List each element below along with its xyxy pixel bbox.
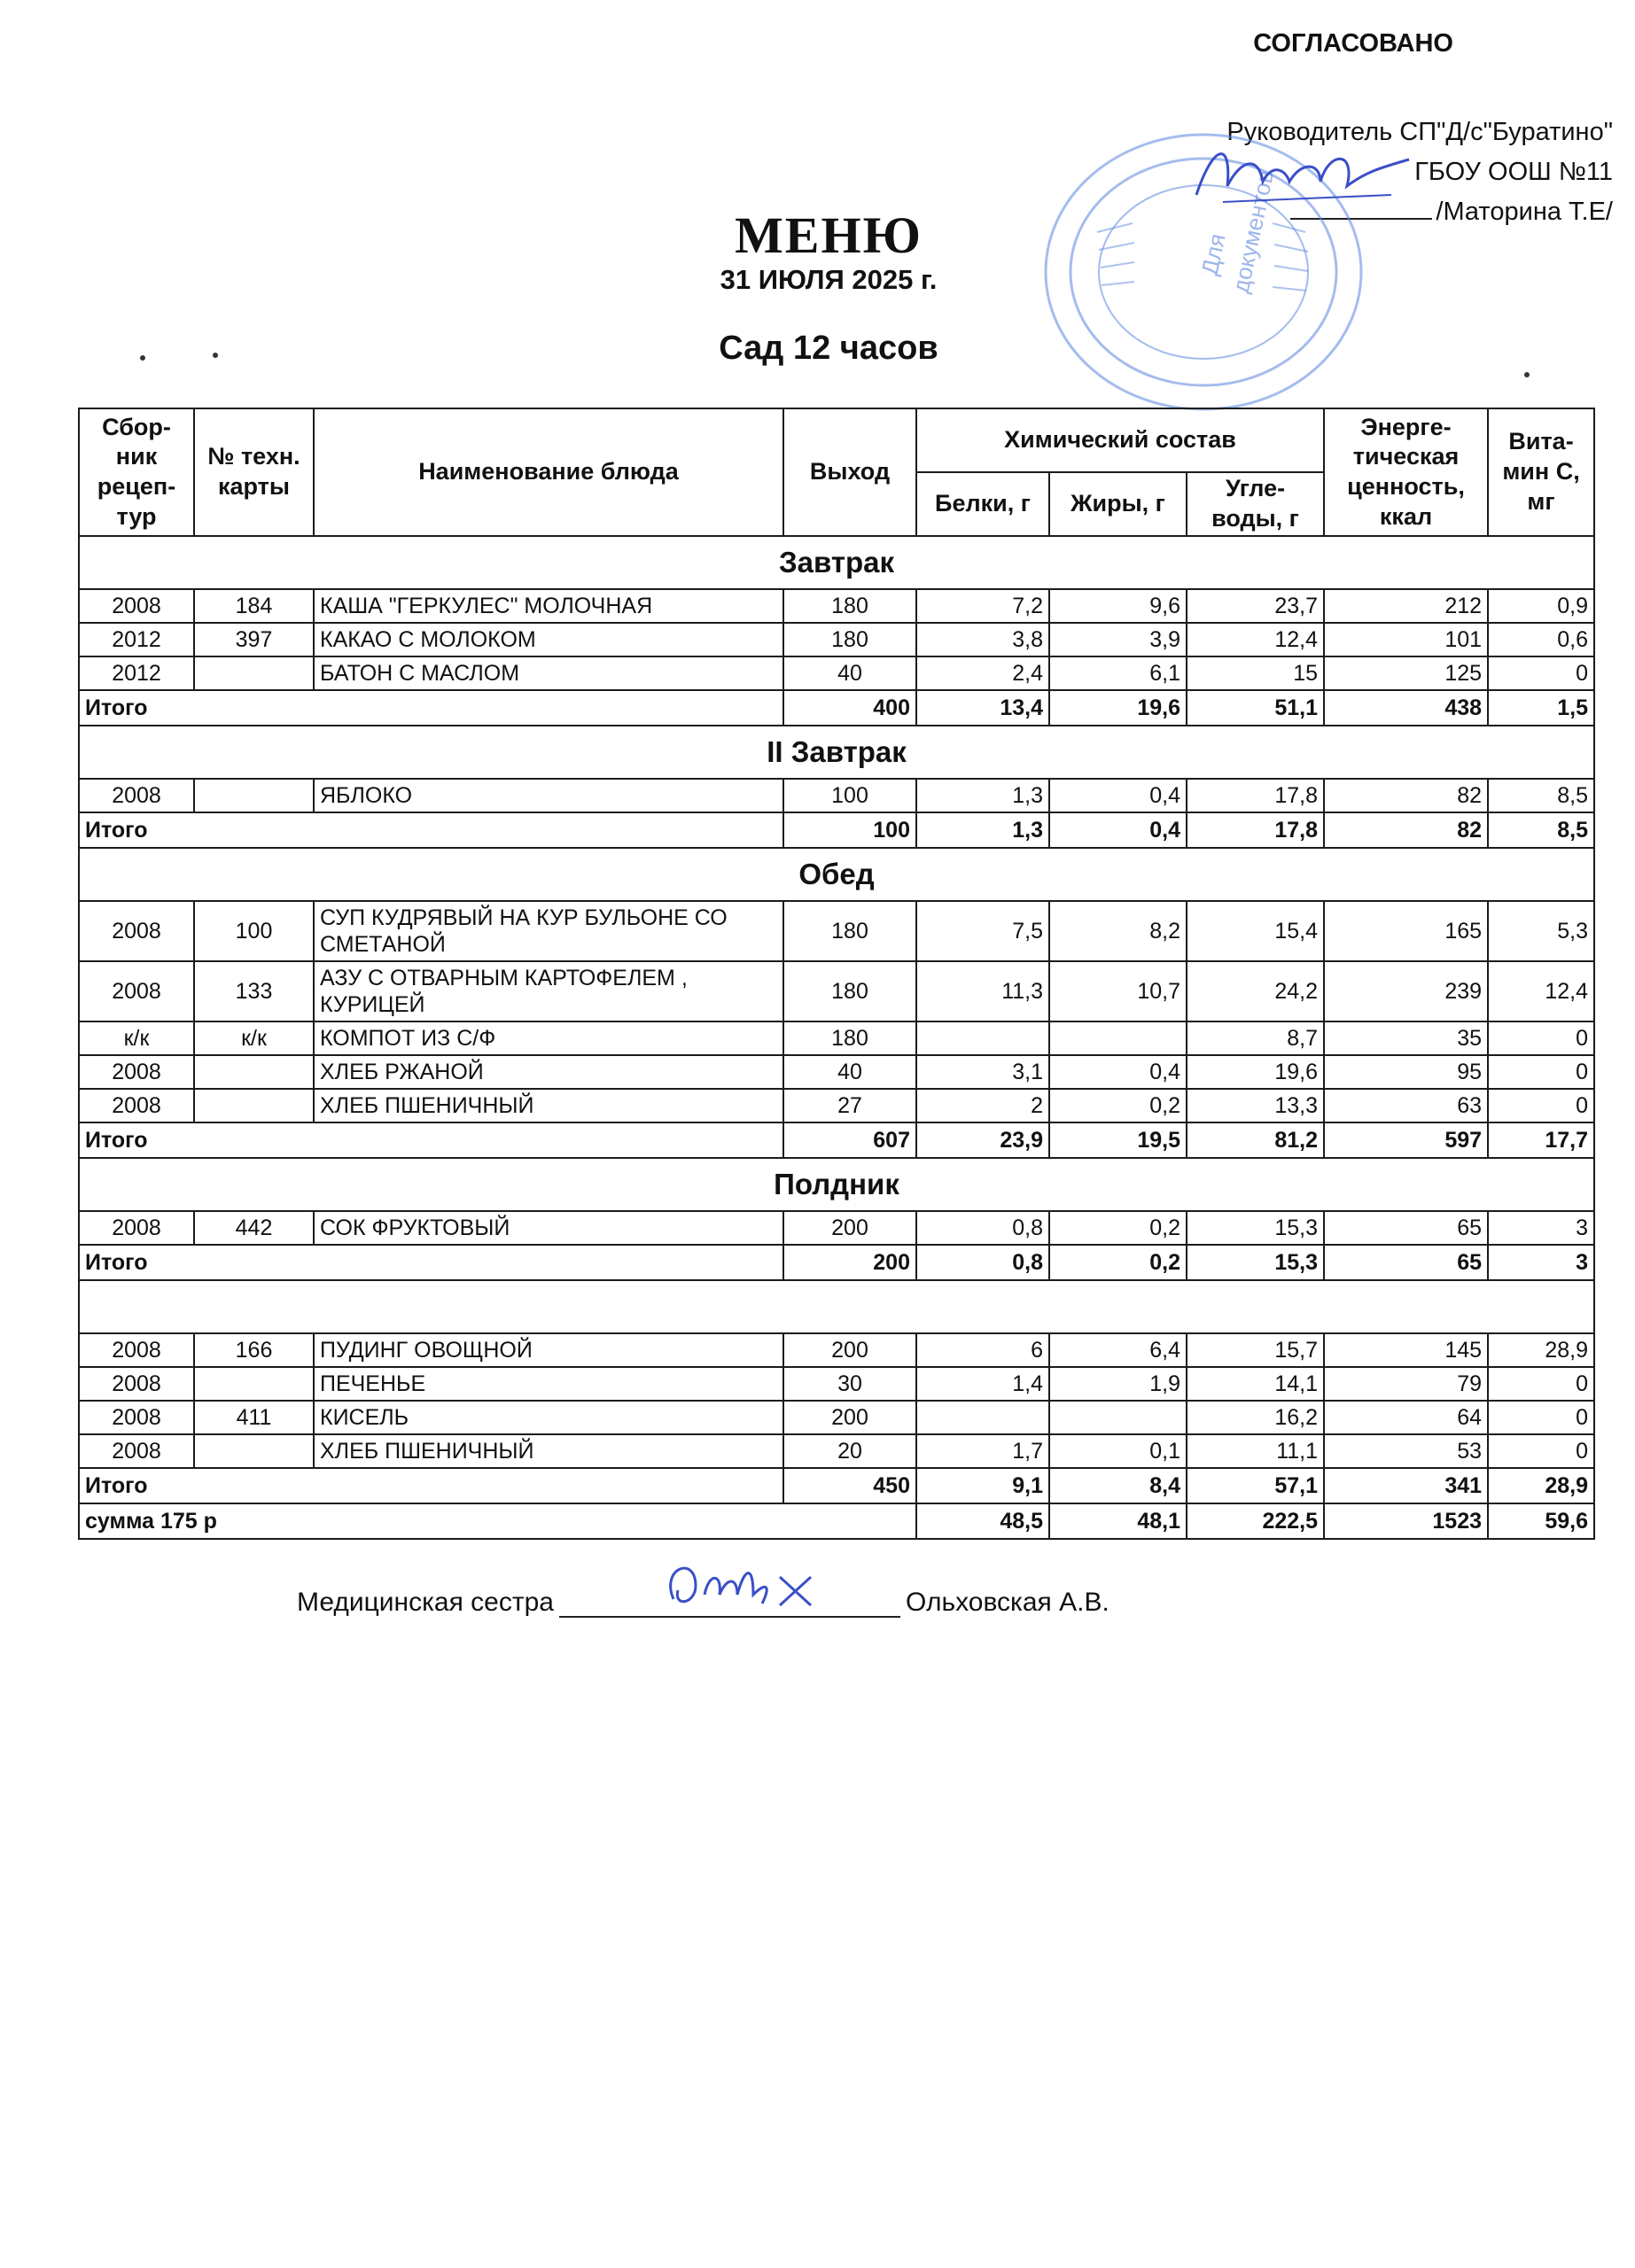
- cell-collection: 2012: [79, 623, 194, 656]
- cell-tech-card: 184: [194, 589, 314, 623]
- cell-vitamin: 17,7: [1488, 1122, 1594, 1158]
- cell-tech-card: [194, 1434, 314, 1468]
- cell-dish: ПЕЧЕНЬЕ: [314, 1367, 783, 1401]
- cell-collection: 2008: [79, 589, 194, 623]
- cell-protein: 0,8: [916, 1245, 1049, 1280]
- cell-energy: 341: [1324, 1468, 1488, 1503]
- dish-row: [79, 961, 1594, 1021]
- cell-tech-card: 397: [194, 623, 314, 656]
- cell-fat: [1049, 1021, 1187, 1055]
- nurse-role: Медицинская сестра: [297, 1588, 554, 1617]
- cell-protein: 11,3: [916, 961, 1049, 1021]
- cell-energy: 239: [1324, 961, 1488, 1021]
- dish-row: [79, 1055, 1594, 1089]
- cell-output: 40: [783, 656, 916, 690]
- section-row: [79, 848, 1594, 901]
- cell-fat: 48,1: [1049, 1503, 1187, 1539]
- dish-row: [79, 1211, 1594, 1245]
- cell-fat: 0,4: [1049, 779, 1187, 812]
- cell-carbs: 14,1: [1187, 1367, 1324, 1401]
- cell-vitamin: 0: [1488, 1401, 1594, 1434]
- cell-output: 180: [783, 901, 916, 961]
- cell-protein: [916, 1401, 1049, 1434]
- header-chem: Химический состав: [916, 408, 1324, 472]
- total-row: [79, 812, 1594, 848]
- cell-energy: 65: [1324, 1245, 1488, 1280]
- section-row: [79, 1280, 1594, 1333]
- cell-energy: 597: [1324, 1122, 1488, 1158]
- total-row: [79, 1468, 1594, 1503]
- cell-protein: 23,9: [916, 1122, 1049, 1158]
- header-carbs: Угле-воды, г: [1187, 472, 1324, 536]
- cell-protein: 6: [916, 1333, 1049, 1367]
- nurse-name: Ольховская А.В.: [905, 1588, 1109, 1617]
- cell-fat: [1049, 1401, 1187, 1434]
- approval-organization: ГБОУ ООШ №11: [1414, 158, 1613, 186]
- cell-vitamin: 0: [1488, 656, 1594, 690]
- cell-carbs: 17,8: [1187, 779, 1324, 812]
- cell-dish: ЯБЛОКО: [314, 779, 783, 812]
- cell-output: 20: [783, 1434, 916, 1468]
- cell-vitamin: 0: [1488, 1367, 1594, 1401]
- dish-row: [79, 1089, 1594, 1122]
- cell-tech-card: 166: [194, 1333, 314, 1367]
- cell-carbs: 12,4: [1187, 623, 1324, 656]
- cell-collection: 2008: [79, 1367, 194, 1401]
- cell-dish: КИСЕЛЬ: [314, 1401, 783, 1434]
- header-protein: Белки, г: [916, 472, 1049, 536]
- cell-protein: 9,1: [916, 1468, 1049, 1503]
- cell-carbs: 51,1: [1187, 690, 1324, 726]
- approval-position: Руководитель СП"Д/с"Буратино": [1226, 118, 1613, 146]
- cell-vitamin: 59,6: [1488, 1503, 1594, 1539]
- cell-protein: 3,1: [916, 1055, 1049, 1089]
- total-row: [79, 1245, 1594, 1280]
- cell-output: 180: [783, 1021, 916, 1055]
- cell-output: 400: [783, 690, 916, 726]
- document-title: МЕНЮ: [735, 206, 923, 264]
- cell-tech-card: к/к: [194, 1021, 314, 1055]
- cell-tech-card: [194, 779, 314, 812]
- cell-energy: 1523: [1324, 1503, 1488, 1539]
- cell-output: 200: [783, 1333, 916, 1367]
- dish-row: [79, 1434, 1594, 1468]
- cell-dish: ПУДИНГ ОВОЩНОЙ: [314, 1333, 783, 1367]
- approval-signatory-name: /Маторина Т.Е/: [1436, 198, 1613, 226]
- cell-carbs: 15,3: [1187, 1245, 1324, 1280]
- cell-energy: 35: [1324, 1021, 1488, 1055]
- cell-energy: 125: [1324, 656, 1488, 690]
- cell-energy: 165: [1324, 901, 1488, 961]
- cell-tech-card: [194, 1089, 314, 1122]
- cell-output: 100: [783, 779, 916, 812]
- cell-output: 200: [783, 1401, 916, 1434]
- cell-vitamin: 1,5: [1488, 690, 1594, 726]
- cell-fat: 1,9: [1049, 1367, 1187, 1401]
- total-label: Итого: [79, 1122, 783, 1158]
- cell-collection: 2008: [79, 1434, 194, 1468]
- cell-fat: 19,6: [1049, 690, 1187, 726]
- cell-energy: 64: [1324, 1401, 1488, 1434]
- header-fat: Жиры, г: [1049, 472, 1187, 536]
- cell-vitamin: 0: [1488, 1055, 1594, 1089]
- cell-output: 40: [783, 1055, 916, 1089]
- cell-output: 200: [783, 1245, 916, 1280]
- menu-table: [78, 408, 1595, 1540]
- section-row: [79, 726, 1594, 779]
- cell-fat: 6,1: [1049, 656, 1187, 690]
- cell-fat: 0,4: [1049, 812, 1187, 848]
- cell-vitamin: 12,4: [1488, 961, 1594, 1021]
- cell-tech-card: 411: [194, 1401, 314, 1434]
- cell-dish: БАТОН С МАСЛОМ: [314, 656, 783, 690]
- cell-protein: 13,4: [916, 690, 1049, 726]
- grand-total-label: сумма 175 р: [79, 1503, 916, 1539]
- cell-energy: 53: [1324, 1434, 1488, 1468]
- total-label: Итого: [79, 1468, 783, 1503]
- dish-row: [79, 1333, 1594, 1367]
- cell-vitamin: 28,9: [1488, 1468, 1594, 1503]
- group-name: Сад 12 часов: [719, 330, 938, 367]
- cell-collection: 2008: [79, 901, 194, 961]
- nurse-signature: [656, 1550, 860, 1621]
- cell-collection: к/к: [79, 1021, 194, 1055]
- cell-fat: 0,2: [1049, 1089, 1187, 1122]
- cell-dish: ХЛЕБ ПШЕНИЧНЫЙ: [314, 1089, 783, 1122]
- cell-carbs: 17,8: [1187, 812, 1324, 848]
- cell-carbs: 16,2: [1187, 1401, 1324, 1434]
- section-title: II Завтрак: [79, 726, 1594, 779]
- cell-output: 27: [783, 1089, 916, 1122]
- cell-collection: 2008: [79, 1089, 194, 1122]
- dish-row: [79, 1367, 1594, 1401]
- cell-protein: [916, 1021, 1049, 1055]
- cell-output: 100: [783, 812, 916, 848]
- cell-carbs: 8,7: [1187, 1021, 1324, 1055]
- cell-tech-card: [194, 1367, 314, 1401]
- cell-vitamin: 0,9: [1488, 589, 1594, 623]
- document-date: 31 ИЮЛЯ 2025 г.: [720, 264, 938, 295]
- cell-vitamin: 0: [1488, 1021, 1594, 1055]
- cell-vitamin: 3: [1488, 1211, 1594, 1245]
- cell-carbs: 57,1: [1187, 1468, 1324, 1503]
- cell-carbs: 23,7: [1187, 589, 1324, 623]
- cell-energy: 95: [1324, 1055, 1488, 1089]
- cell-protein: 1,4: [916, 1367, 1049, 1401]
- cell-dish: КАКАО С МОЛОКОМ: [314, 623, 783, 656]
- cell-energy: 79: [1324, 1367, 1488, 1401]
- cell-output: 180: [783, 623, 916, 656]
- section-title: Завтрак: [79, 536, 1594, 589]
- cell-tech-card: 100: [194, 901, 314, 961]
- cell-carbs: 24,2: [1187, 961, 1324, 1021]
- cell-tech-card: 442: [194, 1211, 314, 1245]
- cell-fat: 3,9: [1049, 623, 1187, 656]
- cell-carbs: 15,7: [1187, 1333, 1324, 1367]
- cell-energy: 82: [1324, 779, 1488, 812]
- section-title: [79, 1280, 1594, 1333]
- cell-tech-card: [194, 1055, 314, 1089]
- cell-collection: 2012: [79, 656, 194, 690]
- cell-carbs: 11,1: [1187, 1434, 1324, 1468]
- cell-collection: 2008: [79, 1333, 194, 1367]
- cell-vitamin: 8,5: [1488, 779, 1594, 812]
- cell-protein: 1,3: [916, 812, 1049, 848]
- dish-row: [79, 589, 1594, 623]
- cell-carbs: 15,4: [1187, 901, 1324, 961]
- cell-vitamin: 5,3: [1488, 901, 1594, 961]
- dish-row: [79, 1401, 1594, 1434]
- cell-vitamin: 3: [1488, 1245, 1594, 1280]
- cell-collection: 2008: [79, 961, 194, 1021]
- cell-dish: ХЛЕБ ПШЕНИЧНЫЙ: [314, 1434, 783, 1468]
- header-vitamin: Вита-мин С, мг: [1488, 408, 1594, 536]
- cell-dish: СУП КУДРЯВЫЙ НА КУР БУЛЬОНЕ СО СМЕТАНОЙ: [314, 901, 783, 961]
- cell-fat: 10,7: [1049, 961, 1187, 1021]
- scan-speck: [140, 355, 145, 361]
- scan-speck: [213, 353, 218, 358]
- cell-protein: 2: [916, 1089, 1049, 1122]
- cell-fat: 0,1: [1049, 1434, 1187, 1468]
- cell-energy: 438: [1324, 690, 1488, 726]
- cell-carbs: 81,2: [1187, 1122, 1324, 1158]
- dish-row: [79, 901, 1594, 961]
- dish-row: [79, 623, 1594, 656]
- cell-fat: 8,4: [1049, 1468, 1187, 1503]
- cell-output: 200: [783, 1211, 916, 1245]
- svg-text:документов: документов: [1226, 167, 1280, 296]
- cell-carbs: 15,3: [1187, 1211, 1324, 1245]
- header-output: Выход: [783, 408, 916, 536]
- cell-output: 180: [783, 589, 916, 623]
- cell-dish: КАША "ГЕРКУЛЕС" МОЛОЧНАЯ: [314, 589, 783, 623]
- cell-carbs: 13,3: [1187, 1089, 1324, 1122]
- grand-total-row: [79, 1503, 1594, 1539]
- total-label: Итого: [79, 812, 783, 848]
- total-row: [79, 690, 1594, 726]
- cell-carbs: 222,5: [1187, 1503, 1324, 1539]
- svg-text:Для: Для: [1195, 231, 1231, 278]
- cell-protein: 1,3: [916, 779, 1049, 812]
- cell-fat: 19,5: [1049, 1122, 1187, 1158]
- cell-energy: 82: [1324, 812, 1488, 848]
- cell-collection: 2008: [79, 1401, 194, 1434]
- header-collection: Сбор-ник рецеп-тур: [79, 408, 194, 536]
- cell-collection: 2008: [79, 1211, 194, 1245]
- cell-vitamin: 0: [1488, 1089, 1594, 1122]
- cell-collection: 2008: [79, 1055, 194, 1089]
- total-label: Итого: [79, 1245, 783, 1280]
- cell-output: 30: [783, 1367, 916, 1401]
- cell-vitamin: 0: [1488, 1434, 1594, 1468]
- menu-body: [79, 536, 1594, 1539]
- cell-output: 450: [783, 1468, 916, 1503]
- cell-output: 180: [783, 961, 916, 1021]
- total-row: [79, 1122, 1594, 1158]
- section-title: Обед: [79, 848, 1594, 901]
- cell-energy: 212: [1324, 589, 1488, 623]
- cell-energy: 65: [1324, 1211, 1488, 1245]
- approval-heading: СОГЛАСОВАНО: [1253, 29, 1453, 58]
- cell-fat: 8,2: [1049, 901, 1187, 961]
- header-energy: Энерге-тическая ценность, ккал: [1324, 408, 1488, 536]
- cell-energy: 101: [1324, 623, 1488, 656]
- section-title: Полдник: [79, 1158, 1594, 1211]
- cell-protein: 7,5: [916, 901, 1049, 961]
- cell-carbs: 15: [1187, 656, 1324, 690]
- cell-energy: 145: [1324, 1333, 1488, 1367]
- cell-dish: КОМПОТ ИЗ С/Ф: [314, 1021, 783, 1055]
- cell-tech-card: [194, 656, 314, 690]
- cell-fat: 9,6: [1049, 589, 1187, 623]
- section-row: [79, 536, 1594, 589]
- cell-fat: 0,2: [1049, 1245, 1187, 1280]
- dish-row: [79, 656, 1594, 690]
- director-signature: [1187, 133, 1418, 213]
- cell-dish: СОК ФРУКТОВЫЙ: [314, 1211, 783, 1245]
- cell-dish: ХЛЕБ РЖАНОЙ: [314, 1055, 783, 1089]
- header-dish: Наименование блюда: [314, 408, 783, 536]
- cell-vitamin: 8,5: [1488, 812, 1594, 848]
- cell-protein: 0,8: [916, 1211, 1049, 1245]
- dish-row: [79, 1021, 1594, 1055]
- cell-carbs: 19,6: [1187, 1055, 1324, 1089]
- dish-row: [79, 779, 1594, 812]
- section-row: [79, 1158, 1594, 1211]
- cell-energy: 63: [1324, 1089, 1488, 1122]
- cell-vitamin: 28,9: [1488, 1333, 1594, 1367]
- cell-tech-card: 133: [194, 961, 314, 1021]
- cell-protein: 1,7: [916, 1434, 1049, 1468]
- cell-protein: 3,8: [916, 623, 1049, 656]
- cell-protein: 7,2: [916, 589, 1049, 623]
- cell-fat: 0,2: [1049, 1211, 1187, 1245]
- scan-speck: [1524, 372, 1530, 377]
- cell-protein: 48,5: [916, 1503, 1049, 1539]
- total-label: Итого: [79, 690, 783, 726]
- header-tech-card: № техн. карты: [194, 408, 314, 536]
- cell-fat: 0,4: [1049, 1055, 1187, 1089]
- cell-fat: 6,4: [1049, 1333, 1187, 1367]
- cell-protein: 2,4: [916, 656, 1049, 690]
- cell-dish: АЗУ С ОТВАРНЫМ КАРТОФЕЛЕМ , КУРИЦЕЙ: [314, 961, 783, 1021]
- cell-output: 607: [783, 1122, 916, 1158]
- cell-collection: 2008: [79, 779, 194, 812]
- cell-vitamin: 0,6: [1488, 623, 1594, 656]
